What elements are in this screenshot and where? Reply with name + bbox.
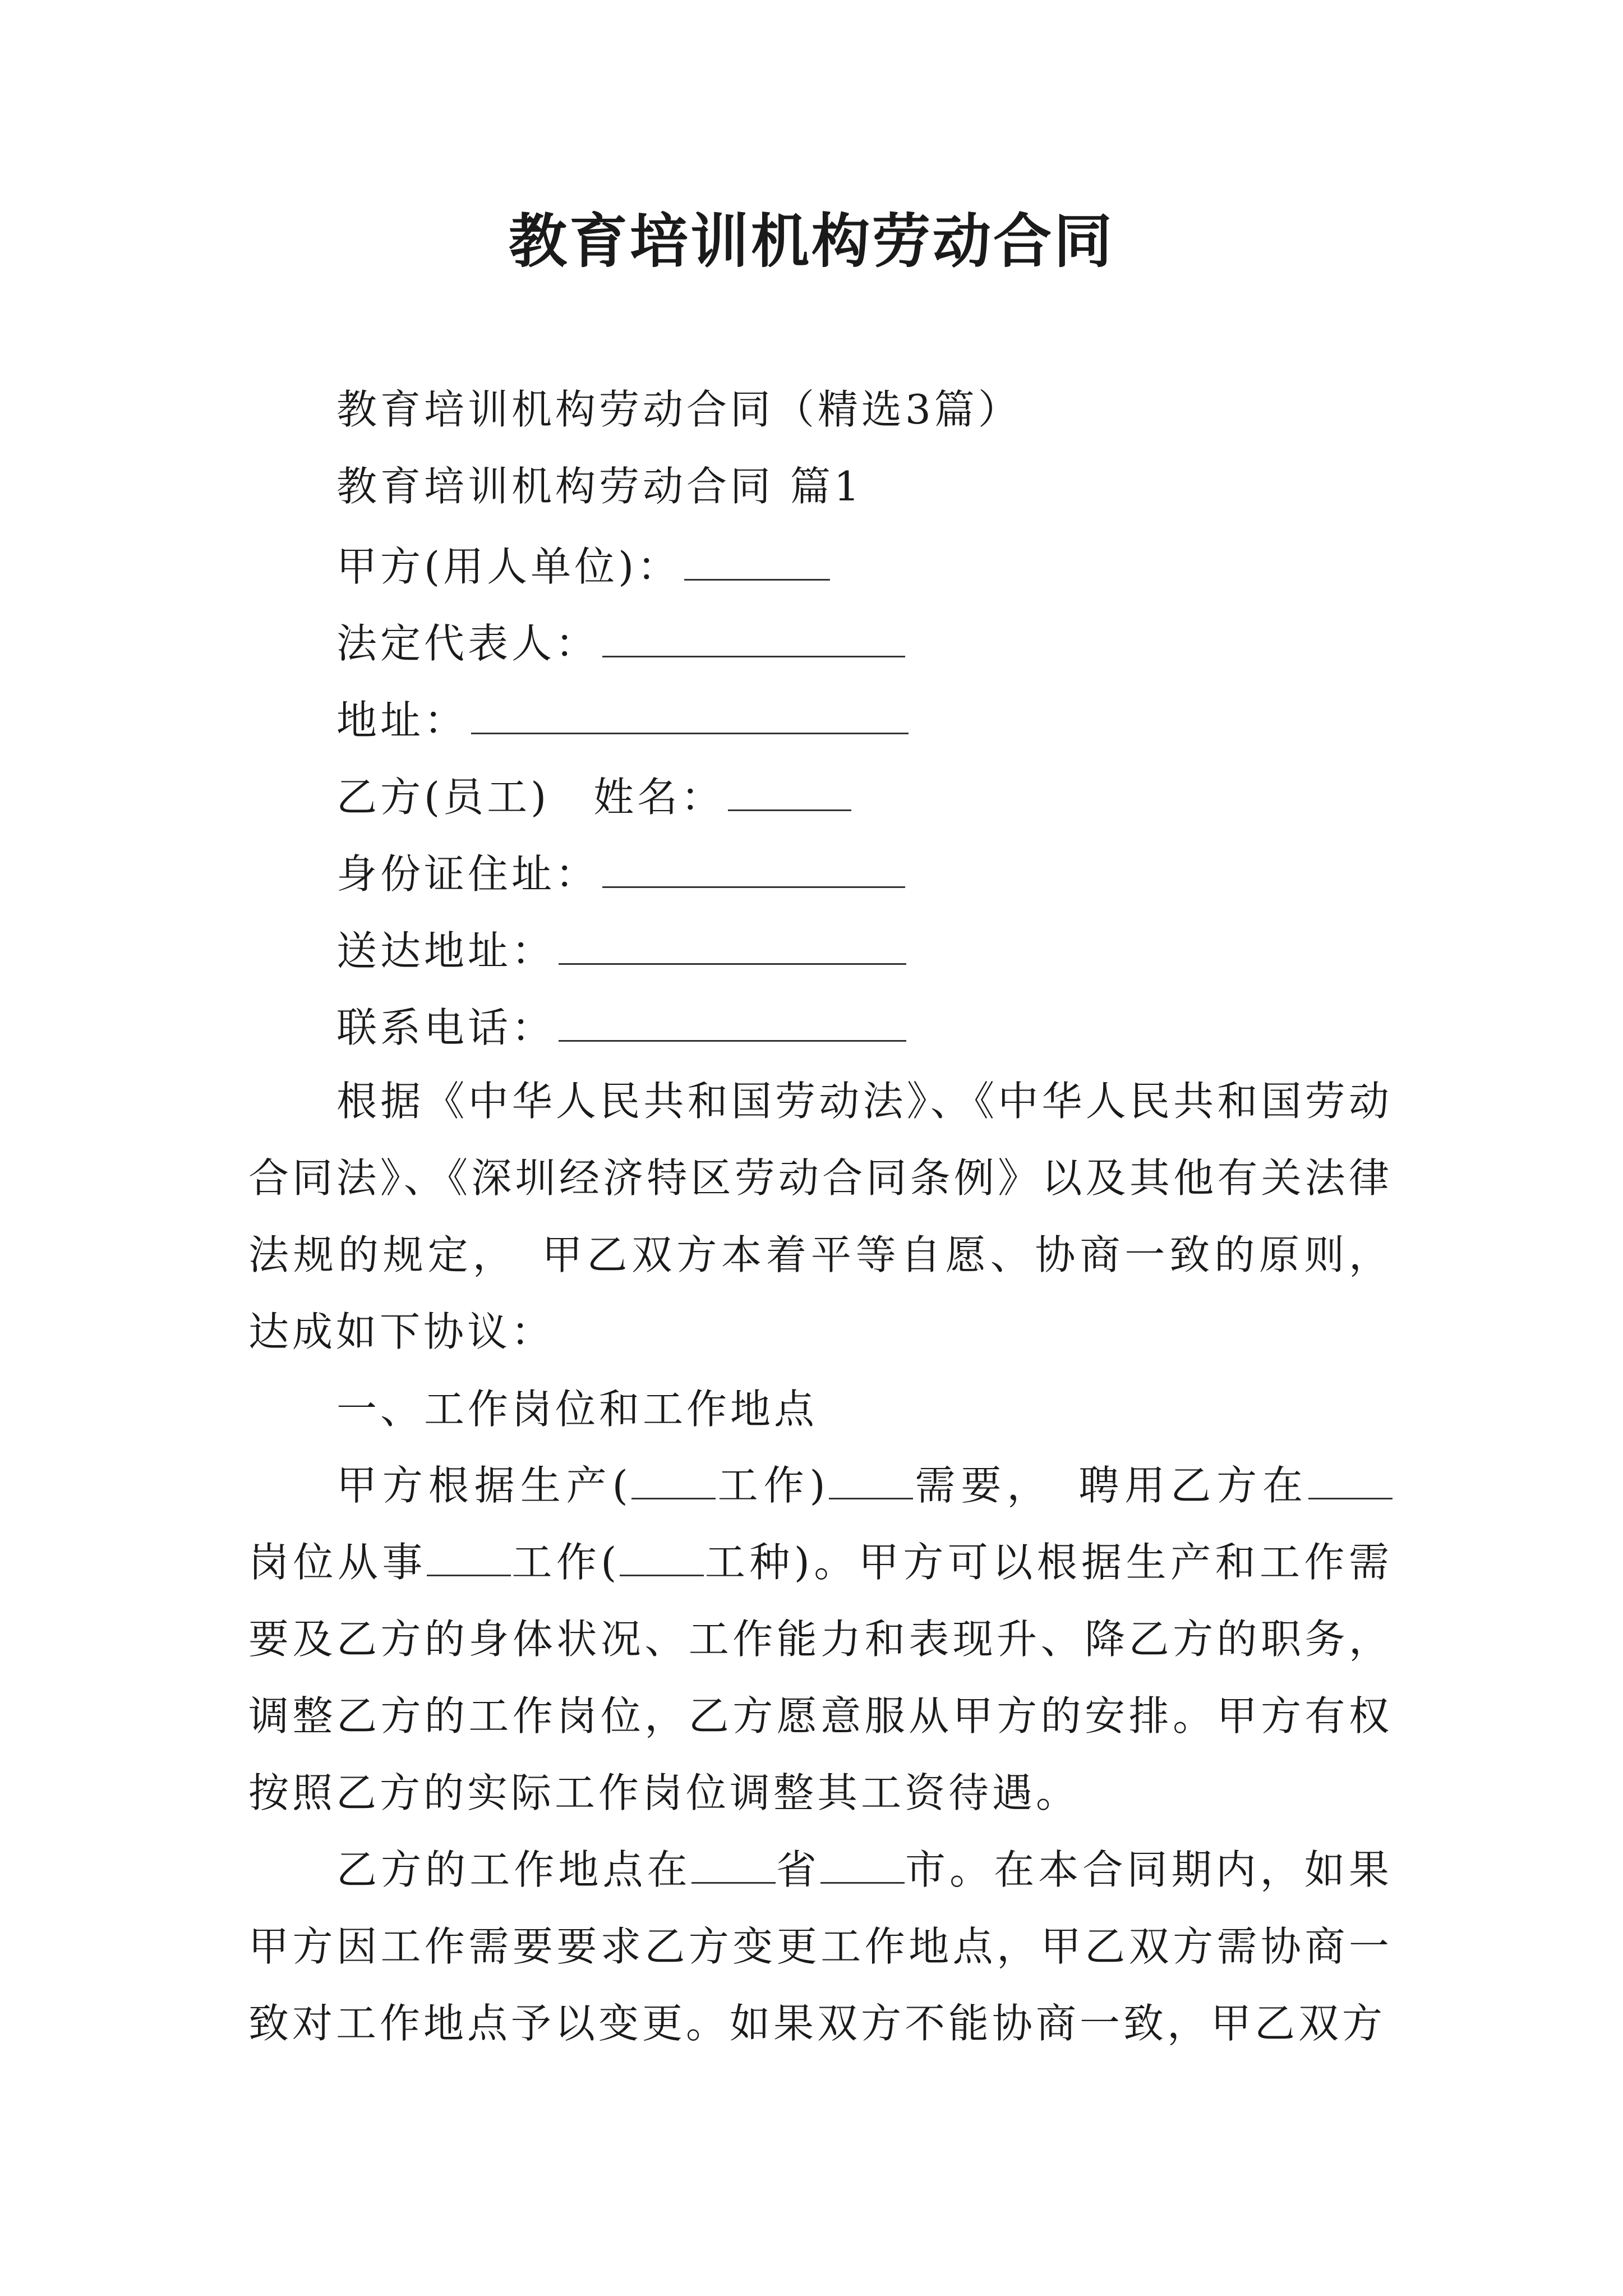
clause-paragraph-location: 乙方的工作地点在 省 市。在本合同期内，如果甲方因工作需要要求乙方变更工作地点，甲乙双方需协商一致对工作地点予以变更。如果双方不能协商一致，甲乙双方 [248, 1846, 1393, 2047]
blank-line [602, 612, 905, 657]
document-title: 教育培训机构劳动合同 [508, 207, 1114, 275]
section-heading: 教育培训机构劳动合同 篇1 [336, 463, 863, 510]
clause-heading: 一、工作岗位和工作地点 [336, 1386, 818, 1433]
blank-line [820, 1848, 905, 1884]
subtitle: 教育培训机构劳动合同（精选3篇） [336, 386, 1022, 433]
field-delivery-address [336, 919, 906, 979]
blank-line [471, 689, 909, 734]
field-address [336, 689, 909, 748]
blank-line [602, 843, 905, 888]
field-label: 法定代表人： [336, 620, 600, 667]
blank-line [559, 996, 906, 1042]
field-id-address [336, 843, 905, 902]
field-party-a [336, 535, 830, 595]
blank-line [427, 1541, 511, 1576]
field-phone [336, 996, 906, 1056]
blank-line [728, 766, 851, 811]
field-label: 身份证住址： [336, 850, 600, 898]
field-label: 送达地址： [336, 927, 556, 974]
field-label: 乙方(员工) 姓名： [336, 774, 725, 821]
field-label: 联系电话： [336, 1004, 556, 1051]
blank-line [559, 919, 906, 965]
clause-paragraph-position: 甲方根据生产( 工作) 需要， 聘用乙方在岗位从事 工作( 工种)。甲方可以根据生产和工作需要及乙方的身体状况、工作能力和表现升、降乙方的职务，调整乙方的工作岗位，乙方愿意服从甲方的安排。甲方有权按照乙方的实际工作岗位调整其工资待遇。 [248, 1462, 1393, 1816]
field-legal-representative [336, 612, 905, 671]
blank-line [631, 1464, 716, 1499]
blank-line [1308, 1464, 1393, 1499]
blank-line [684, 535, 830, 581]
blank-line [620, 1541, 704, 1576]
field-label: 地址： [336, 697, 468, 744]
blank-line [829, 1464, 913, 1499]
blank-line [691, 1848, 776, 1884]
field-label: 甲方(用人单位)： [336, 543, 681, 590]
intro-paragraph: 根据《中华人民共和国劳动法》、《中华人民共和国劳动合同法》、《深圳经济特区劳动合同条例》以及其他有关法律法规的规定， 甲乙双方本着平等自愿、协商一致的原则，达成如下协议： [248, 1078, 1393, 1355]
field-party-b-name [336, 766, 851, 825]
